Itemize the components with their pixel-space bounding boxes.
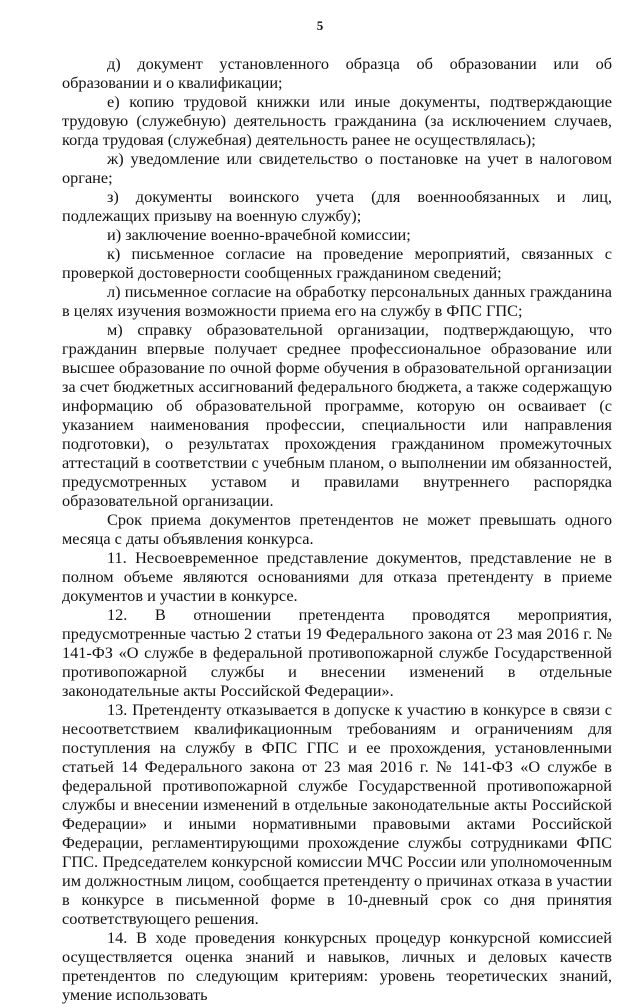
paragraph-14: 14. В ходе проведения конкурсных процедур конкурсной комиссией осуществляется оценка знаний и навыков, личных и деловых качеств претендентов по следующим критериям: уровень теоретических знаний, умение использовать [62,928,612,1004]
paragraph-deadline: Срок приема документов претендентов не может превышать одного месяца с даты объявления конкурса. [62,510,612,548]
paragraph-item-z: з) документы воинского учета (для военнообязанных и лиц, подлежащих призыву на военную службу); [62,187,612,225]
paragraph-item-m: м) справку образовательной организации, подтверждающую, что гражданин впервые получает среднее профессиональное образование или высшее образование по очной форме обучения в образовательной организации за счет бюджетных ассигнований федерального бюджета, а также содержащую информацию об образовательной программе, которую он осваивает (с указанием наименования профессии, специальности или направления подготовки), о результатах прохождения гражданином промежуточных аттестаций в соответствии с учебным планом, о выполнении им обязанностей, предусмотренных уставом и правилами внутреннего распорядка образовательной организации. [62,320,612,510]
document-body [62,54,612,1004]
paragraph-12: 12. В отношении претендента проводятся мероприятия, предусмотренные частью 2 статьи 19 Федерального закона от 23 мая 2016 г. № 141-ФЗ «О службе в федеральной противопожарной службе Государственной противопожарной службы и внесении изменений в отдельные законодательные акты Российской Федерации». [62,605,612,700]
page-number: 5 [316,18,324,33]
paragraph-11: 11. Несвоевременное представление документов, представление не в полном объеме являются основаниями для отказа претенденту в приеме документов и участии в конкурсе. [62,548,612,605]
paragraph-item-e: е) копию трудовой книжки или иные документы, подтверждающие трудовую (служебную) деятельность гражданина (за исключением случаев, когда трудовая (служебная) деятельность ранее не осуществлялась); [62,92,612,149]
paragraph-item-l: л) письменное согласие на обработку персональных данных гражданина в целях изучения возможности приема его на службу в ФПС ГПС; [62,282,612,320]
paragraph-13: 13. Претенденту отказывается в допуске к участию в конкурсе в связи с несоответствием квалификационным требованиям и ограничениям для поступления на службу в ФПС ГПС и ее прохождения, установленными статьей 14 Федерального закона от 23 мая 2016 г. № 141-ФЗ «О службе в федеральной противопожарной службе Государственной противопожарной службы и внесении изменений в отдельные законодательные акты Российской Федерации» и иными нормативными правовыми актами Российской Федерации, регламентирующими прохождение службы сотрудниками ФПС ГПС. Председателем конкурсной комиссии МЧС России или уполномоченным им должностным лицом, сообщается претенденту о причинах отказа в участии в конкурсе в письменной форме в 10-дневный срок со дня принятия соответствующего решения. [62,700,612,928]
paragraph-item-k: к) письменное согласие на проведение мероприятий, связанных с проверкой достоверности сообщенных гражданином сведений; [62,244,612,282]
paragraph-item-d: д) документ установленного образца об образовании или об образовании и о квалификации; [62,54,612,92]
paragraph-item-i: и) заключение военно-врачебной комиссии; [107,225,411,244]
paragraph-item-zh: ж) уведомление или свидетельство о постановке на учет в налоговом органе; [62,149,612,187]
